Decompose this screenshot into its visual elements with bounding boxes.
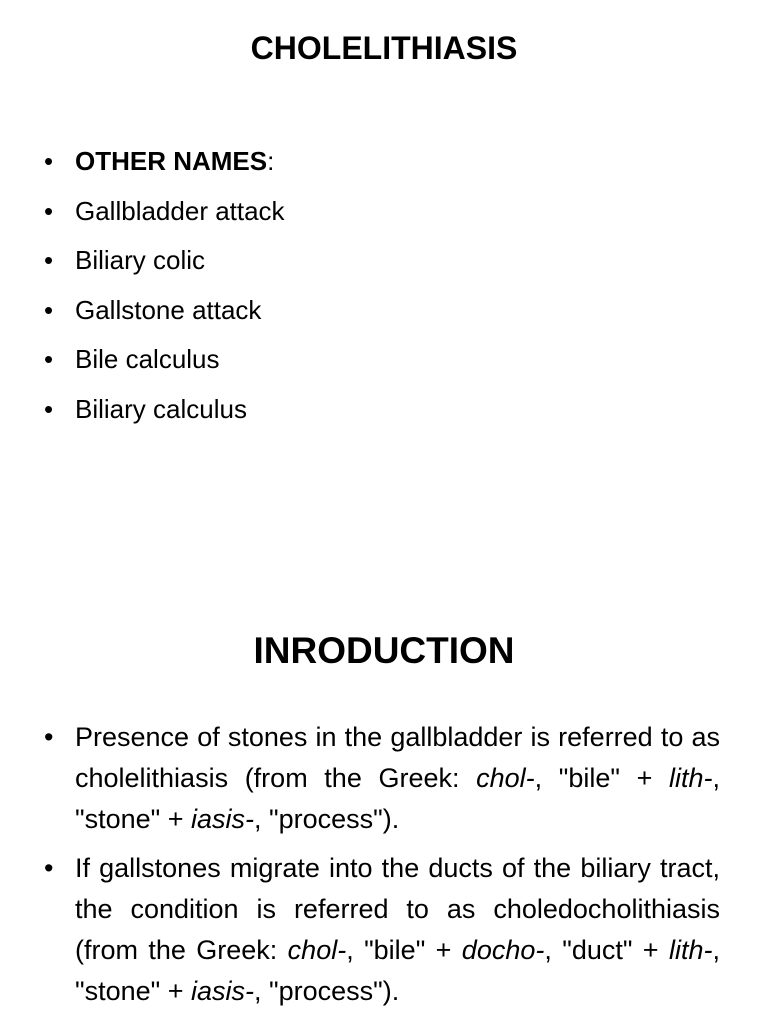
paragraph-text: , "process"). (254, 804, 400, 834)
introduction-paragraph (0, 848, 720, 1012)
bullet-icon: • (44, 146, 54, 176)
introduction-paragraph (0, 717, 720, 840)
slide-title-introduction: INRODUCTION (253, 630, 515, 671)
introduction-list (0, 717, 720, 1020)
other-names-heading: OTHER NAMES (75, 146, 268, 176)
bullet-icon: • (44, 245, 54, 276)
greek-root: lith- (668, 763, 713, 793)
bullet-icon: • (44, 853, 54, 883)
greek-root: chol- (287, 935, 347, 965)
bullet-icon: • (44, 294, 54, 325)
other-name-text: Gallbladder attack (75, 195, 285, 226)
bullet-icon: • (44, 195, 54, 226)
paragraph-text: , "duct" + (544, 935, 669, 965)
list-item (0, 390, 768, 440)
list-item (0, 241, 768, 291)
list-item (0, 142, 768, 192)
bullet-icon: • (44, 393, 54, 424)
paragraph-text: If gallstones migrate into the ducts of the biliary tract, the condition is referred to as choledocholithiasis (from the Greek: (75, 853, 720, 965)
list-item (0, 291, 768, 341)
list-item (0, 340, 768, 390)
greek-root: lith- (668, 935, 713, 965)
slide-title-cholelithiasis: CHOLELITHIASIS (250, 30, 518, 66)
bullet-icon: • (44, 344, 54, 375)
paragraph-text: , "bile" + (534, 763, 669, 793)
greek-root: docho- (461, 935, 545, 965)
paragraph-text: , "stone" + (75, 763, 720, 834)
paragraph-text: , "stone" + (75, 935, 720, 1006)
bullet-icon: • (44, 722, 54, 752)
paragraph-text: , "process"). (254, 976, 400, 1006)
paragraph-text: Presence of stones in the gallbladder is referred to as cholelithiasis (from the Greek: (75, 722, 720, 793)
greek-root: iasis- (191, 804, 255, 834)
list-item (0, 192, 768, 242)
greek-root: chol- (476, 763, 535, 793)
other-name-text: Biliary calculus (75, 393, 247, 424)
greek-root: iasis- (191, 976, 255, 1006)
other-name-text: Gallstone attack (75, 294, 262, 325)
other-names-list (0, 142, 768, 440)
heading-colon: : (267, 146, 275, 176)
other-name-text: Bile calculus (75, 344, 220, 375)
other-name-text: Biliary colic (75, 245, 206, 276)
paragraph-text: , "bile" + (346, 935, 462, 965)
